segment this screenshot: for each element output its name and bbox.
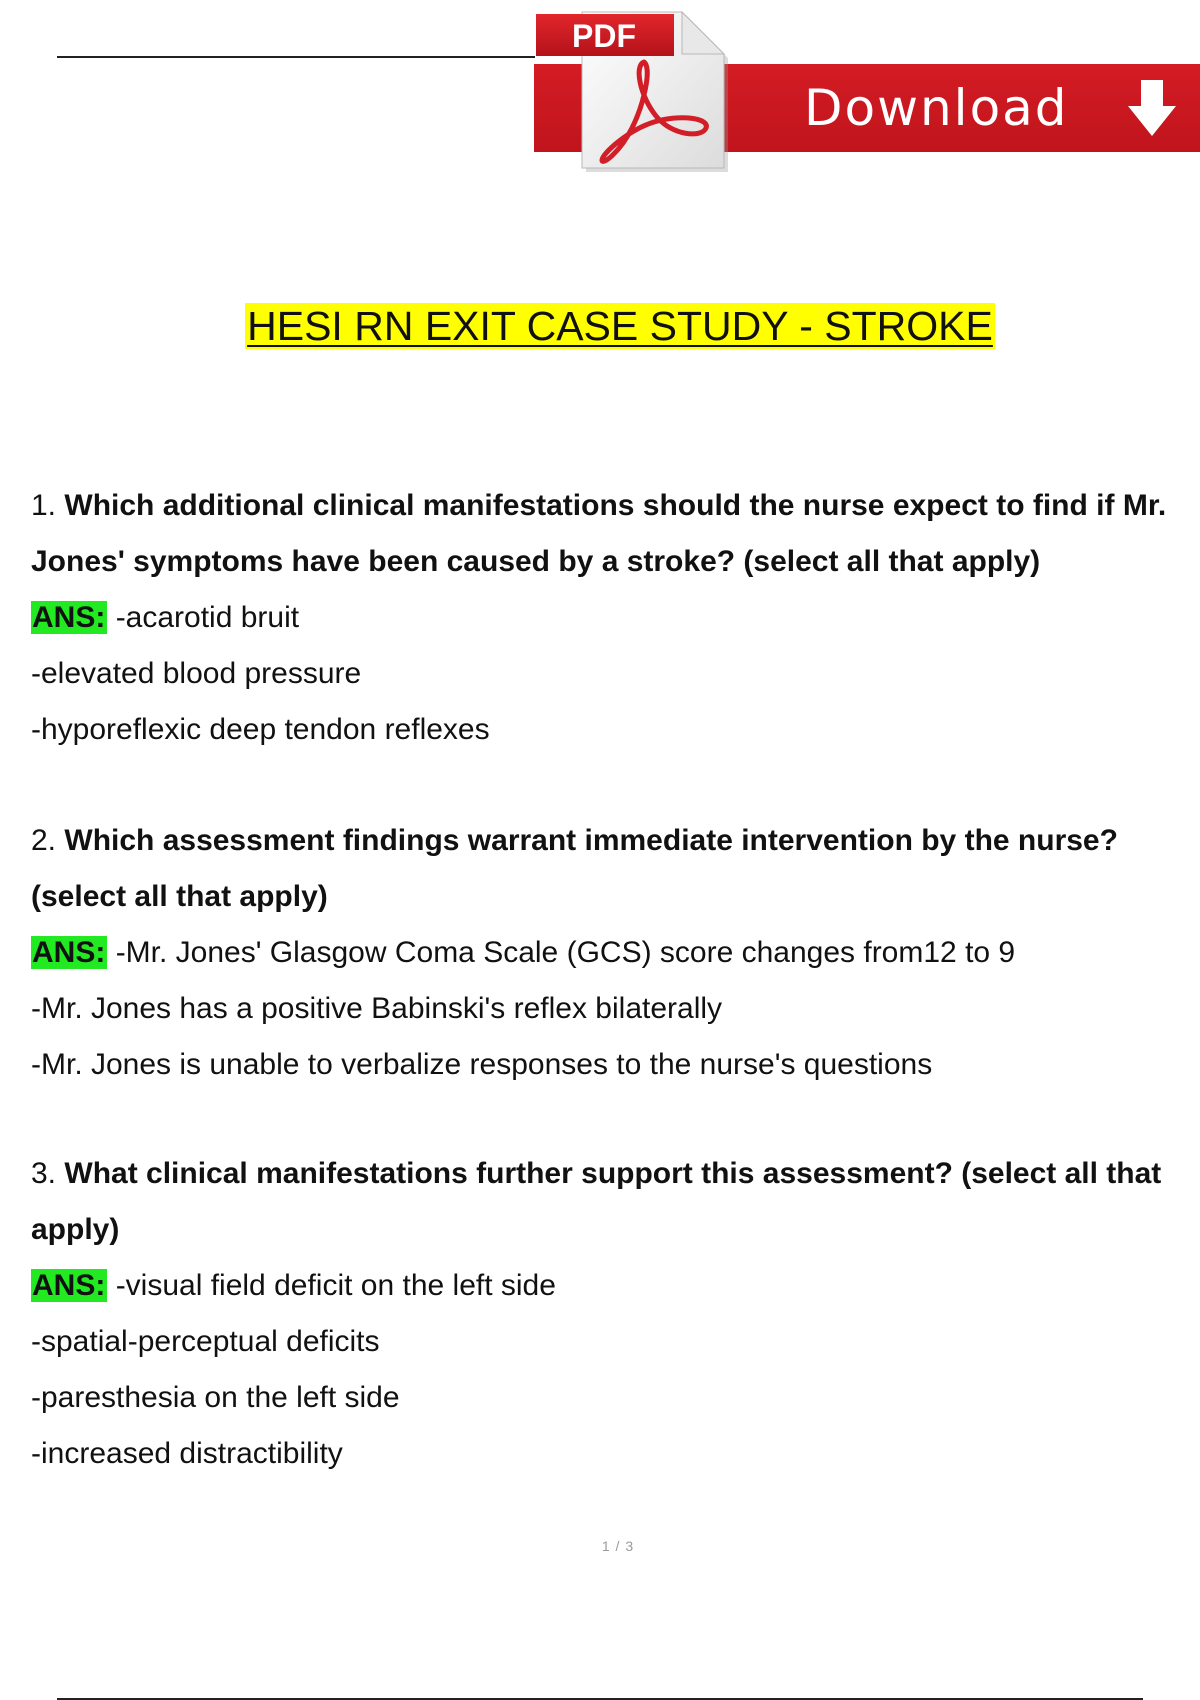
question-text: What clinical manifestations further support this assessment? (select all that apply) — [31, 1157, 1162, 1246]
download-label: Download — [804, 79, 1069, 137]
question-text: Which assessment findings warrant immediate intervention by the nurse? (select all that apply) — [31, 824, 1118, 913]
question-block-1 — [31, 478, 1199, 758]
document-title — [0, 296, 1200, 356]
ans-badge: ANS: — [32, 601, 106, 634]
question-number: 3. — [31, 1157, 57, 1190]
question-block-2 — [31, 813, 1199, 1093]
answer-line: -elevated blood pressure — [31, 657, 362, 690]
document-title-text: HESI RN EXIT CASE STUDY - STROKE — [247, 303, 993, 349]
answer-line — [31, 1258, 1199, 1314]
ans-badge: ANS: — [32, 1269, 106, 1302]
page-indicator: 1 / 3 — [601, 1538, 635, 1554]
answer-line: -paresthesia on the left side — [31, 1381, 400, 1414]
answer-text: -acarotid bruit — [115, 601, 300, 634]
question-3 — [31, 1146, 1199, 1258]
answer-line — [31, 925, 1199, 981]
answer-line: -Mr. Jones is unable to verbalize responses to the nurse's questions — [31, 1048, 933, 1081]
pdf-file-icon[interactable] — [536, 4, 732, 176]
answer-line — [31, 590, 1199, 646]
top-divider — [57, 56, 535, 58]
answer-text: -visual field deficit on the left side — [115, 1269, 556, 1302]
question-2 — [31, 813, 1199, 925]
ans-badge: ANS: — [32, 936, 106, 969]
answer-line: -spatial-perceptual deficits — [31, 1325, 380, 1358]
question-1 — [31, 478, 1199, 590]
download-arrow-icon — [1124, 78, 1180, 138]
question-number: 1. — [31, 489, 57, 522]
answer-line: -increased distractibility — [31, 1437, 343, 1470]
question-text: Which additional clinical manifestations should the nurse expect to find if Mr. Jones' symptoms have been caused by a stroke? (select all that apply) — [31, 489, 1167, 578]
answer-line: -Mr. Jones has a positive Babinski's reflex bilaterally — [31, 992, 723, 1025]
question-block-3 — [31, 1146, 1199, 1482]
question-number: 2. — [31, 824, 57, 857]
answer-text: -Mr. Jones' Glasgow Coma Scale (GCS) score changes from12 to 9 — [115, 936, 1016, 969]
answer-line: -hyporeflexic deep tendon reflexes — [31, 713, 490, 746]
pdf-label: PDF — [572, 18, 636, 54]
